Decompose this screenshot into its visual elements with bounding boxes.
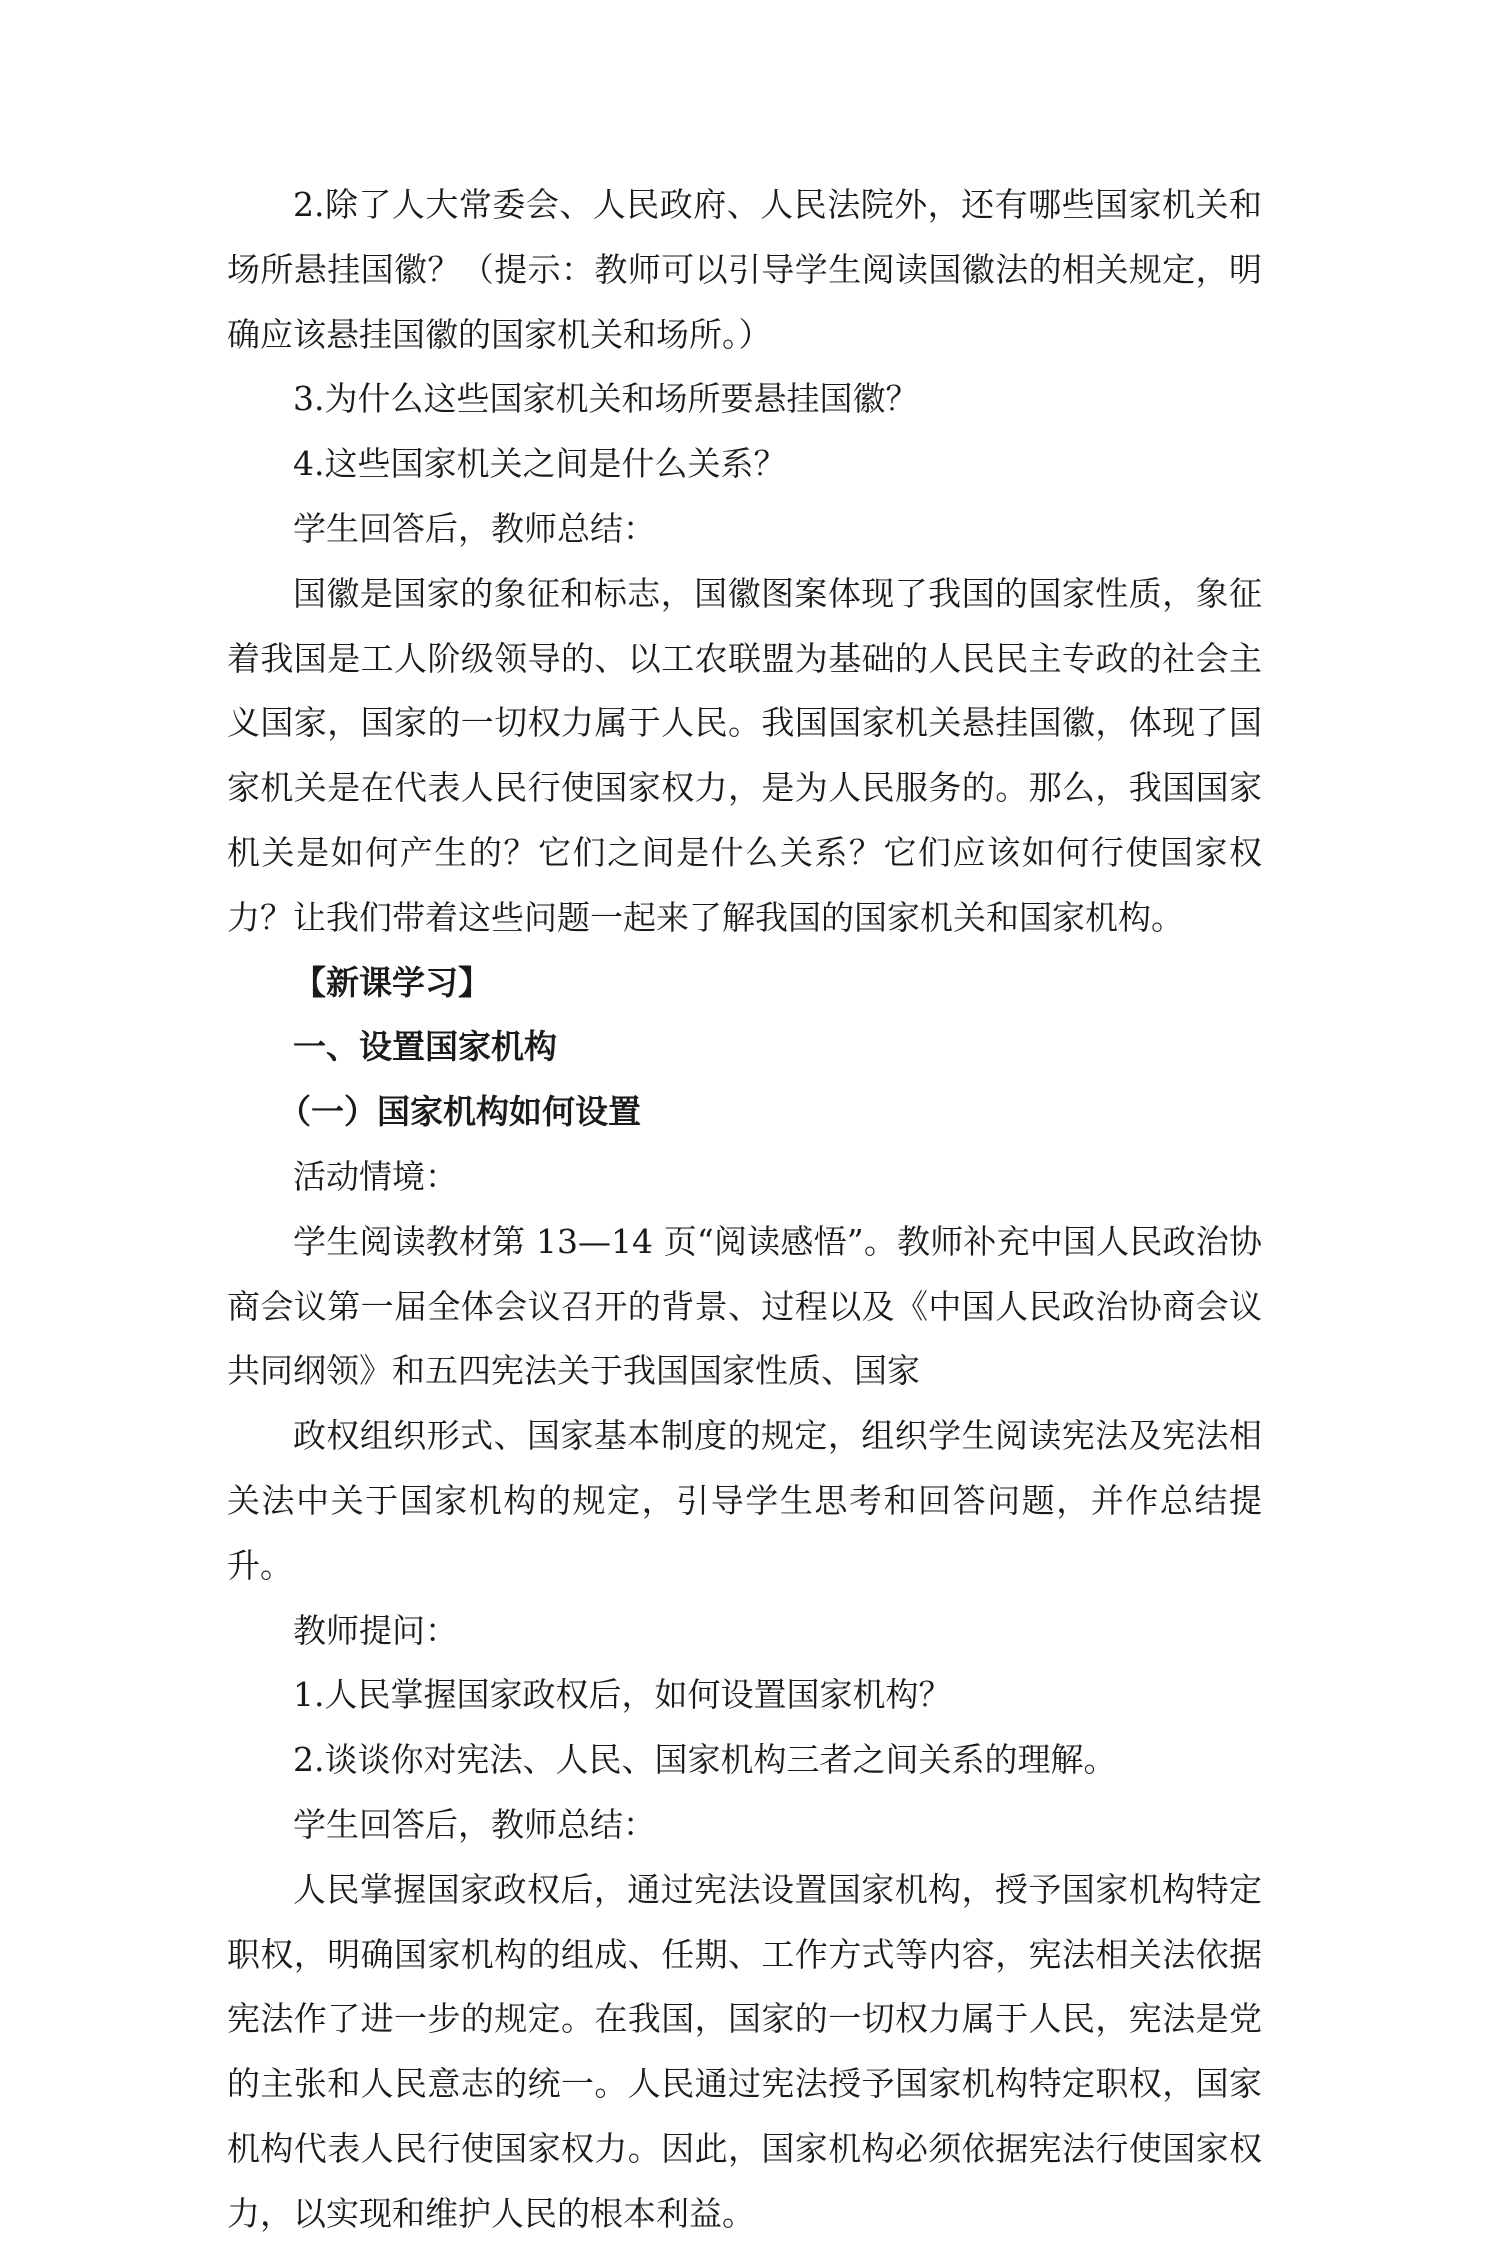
student-answer-intro: 学生回答后，教师总结： [293, 508, 656, 548]
teacher-summary-national-emblem: 国徽是国家的象征和标志，国徽图案体现了我国的国家性质，象征着我国是工人阶级领导的、以工农联盟为基础的人民民主专政的社会主义国家，国家的一切权力属于人民。我国国家机关悬挂国徽，体现了国家机关是在代表人民行使国家权力，是为人民服务的。那么，我国国家机关是如何产生的？它们之间是什么关系？它们应该如何行使国家权力？让我们带着这些问题一起来了解我国的国家机关和国家机构。 [227, 573, 1262, 937]
question-3: 3.为什么这些国家机关和场所要悬挂国徽？ [293, 379, 919, 419]
student-answer-intro-2: 学生回答后，教师总结： [293, 1804, 656, 1844]
question-2: 2.除了人大常委会、人民政府、人民法院外，还有哪些国家机关和场所悬挂国徽？（提示：教师可以引导学生阅读国徽法的相关规定，明确应该悬挂国徽的国家机关和场所。） [227, 185, 1262, 354]
activity-context-label: 活动情境： [293, 1156, 458, 1196]
teacher-summary-state-organs: 人民掌握国家政权后，通过宪法设置国家机构，授予国家机构特定职权，明确国家机构的组成、任期、工作方式等内容，宪法相关法依据宪法作了进一步的规定。在我国，国家的一切权力属于人民，宪法是党的主张和人民意志的统一。人民通过宪法授予国家机构特定职权，国家机构代表人民行使国家权力。因此，国家机构必须依据宪法行使国家权力，以实现和维护人民的根本利益。 [227, 1869, 1262, 2233]
document-body [227, 173, 1262, 2247]
teacher-question-label: 教师提问： [293, 1610, 458, 1650]
subsection-heading-how-organs-set-up: （一）国家机构如何设置 [278, 1092, 641, 1132]
activity-context-text: 学生阅读教材第 13—14 页“阅读感悟”。教师补充中国人民政治协商会议第一届全体会议召开的背景、过程以及《中国人民政治协商会议共同纲领》和五四宪法关于我国国家性质、国家 [227, 1221, 1262, 1391]
teacher-question-2: 2.谈谈你对宪法、人民、国家机构三者之间关系的理解。 [293, 1740, 1117, 1780]
section-heading-setup-state-organs: 一、设置国家机构 [293, 1027, 557, 1067]
question-4: 4.这些国家机关之间是什么关系？ [293, 444, 787, 484]
section-heading-new-lesson: 【新课学习】 [293, 962, 491, 1002]
teacher-question-1: 1.人民掌握国家政权后，如何设置国家机构？ [293, 1675, 952, 1715]
activity-context-continued: 政权组织形式、国家基本制度的规定，组织学生阅读宪法及宪法相关法中关于国家机构的规定，引导学生思考和回答问题，并作总结提升。 [227, 1416, 1262, 1585]
